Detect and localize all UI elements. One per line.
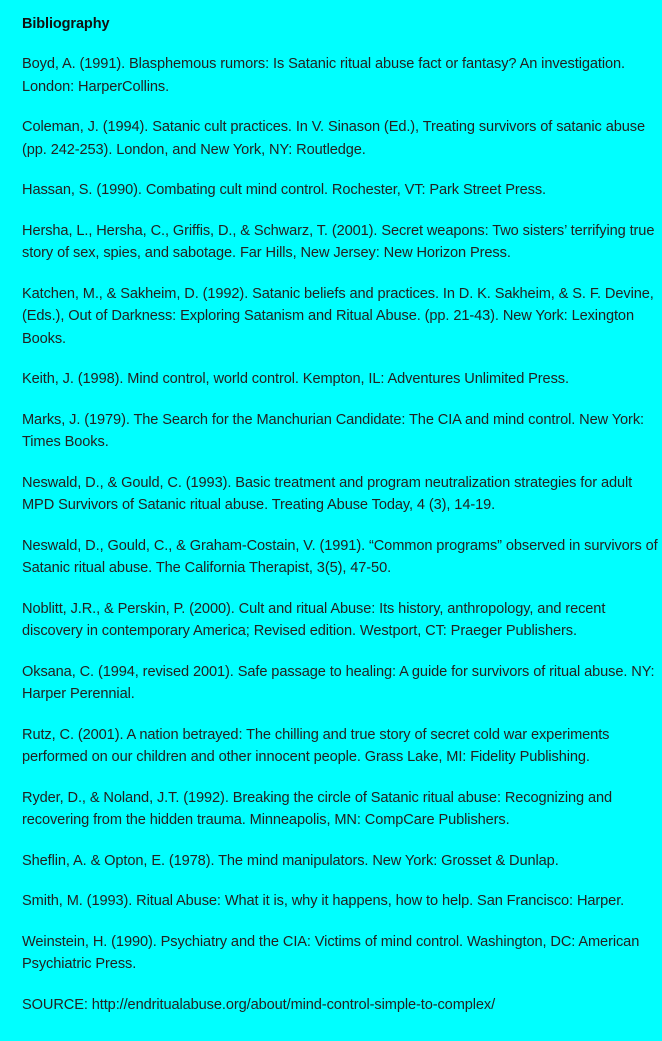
reference-entry: Keith, J. (1998). Mind control, world control. Kempton, IL: Adventures Unlimited Press. bbox=[22, 371, 569, 387]
reference-entry: Neswald, D., Gould, C., & Graham-Costain, V. (1991). “Common programs” observed in survivors of Satanic ritual abuse. The California Therapist, 3(5), 47-50. bbox=[22, 537, 658, 576]
reference-entry: Rutz, C. (2001). A nation betrayed: The chilling and true story of secret cold war experiments performed on our children and other innocent people. Grass Lake, MI: Fidelity Publishing. bbox=[22, 726, 610, 765]
reference-entry: Sheflin, A. & Opton, E. (1978). The mind manipulators. New York: Grosset & Dunlap. bbox=[22, 852, 559, 869]
bibliography-heading: Bibliography bbox=[22, 16, 110, 32]
reference-entry: Noblitt, J.R., & Perskin, P. (2000). Cult and ritual Abuse: Its history, anthropology, and recent discovery in contemporary America; Revised edition. Westport, CT: Praeger Publishers. bbox=[22, 600, 606, 639]
reference-entry: Marks, J. (1979). The Search for the Manchurian Candidate: The CIA and mind control. New York: Times Books. bbox=[22, 411, 644, 450]
reference-entry: Weinstein, H. (1990). Psychiatry and the CIA: Victims of mind control. Washington, DC: American Psychiatric Press. bbox=[22, 933, 640, 972]
reference-entry: Smith, M. (1993). Ritual Abuse: What it is, why it happens, how to help. San Francisco: Harper. bbox=[22, 893, 625, 909]
source-line: SOURCE: http://endritualabuse.org/about/mind-control-simple-to-complex/ bbox=[22, 996, 496, 1013]
reference-entry: Oksana, C. (1994, revised 2001). Safe passage to healing: A guide for survivors of ritual abuse. NY: Harper Perennial. bbox=[22, 663, 655, 702]
reference-entry: Katchen, M., & Sakheim, D. (1992). Satanic beliefs and practices. In D. K. Sakheim, & S. F. Devine, (Eds.), Out of Darkness: Exploring Satanism and Ritual Abuse. (pp. 21-43). New York: Lexington Books. bbox=[22, 285, 654, 347]
reference-entry: Hassan, S. (1990). Combating cult mind control. Rochester, VT: Park Street Press. bbox=[22, 182, 546, 198]
reference-list bbox=[22, 53, 660, 976]
reference-entry: Hersha, L., Hersha, C., Griffis, D., & Schwarz, T. (2001). Secret weapons: Two sisters’ terrifying true story of sex, spies, and sabotage. Far Hills, New Jersey: New Horizon Press. bbox=[22, 222, 655, 261]
reference-entry: Neswald, D., & Gould, C. (1993). Basic treatment and program neutralization strategies for adult MPD Survivors of Satanic ritual abuse. Treating Abuse Today, 4 (3), 14-19. bbox=[22, 474, 633, 513]
reference-entry: Ryder, D., & Noland, J.T. (1992). Breaking the circle of Satanic ritual abuse: Recognizing and recovering from the hidden trauma. Minneapolis, MN: CompCare Publishers. bbox=[22, 789, 613, 828]
reference-entry: Boyd, A. (1991). Blasphemous rumors: Is Satanic ritual abuse fact or fantasy? An investigation. London: HarperCollins. bbox=[22, 56, 625, 95]
reference-entry: Coleman, J. (1994). Satanic cult practices. In V. Sinason (Ed.), Treating survivors of satanic abuse (pp. 242-253). London, and New York, NY: Routledge. bbox=[22, 119, 645, 158]
